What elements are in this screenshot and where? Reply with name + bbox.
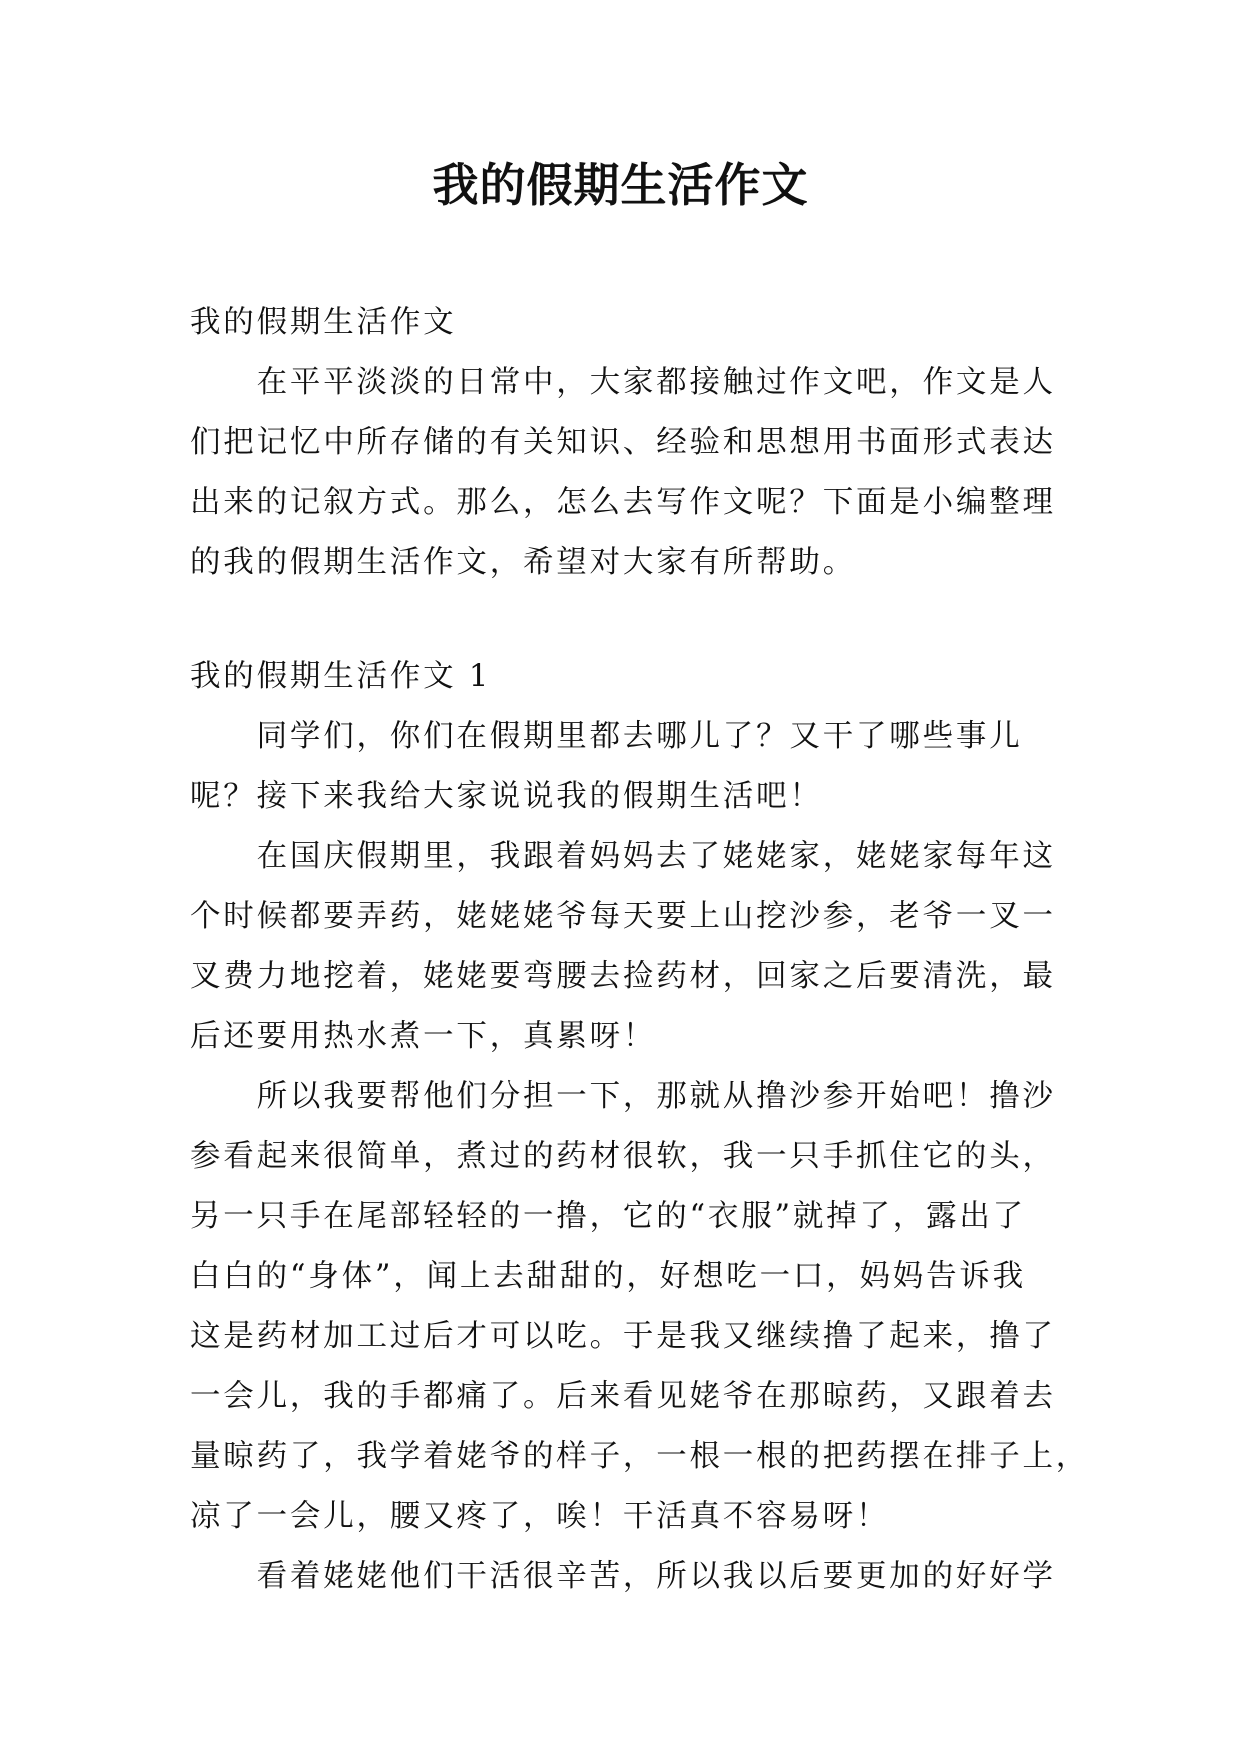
paragraph-line: 的我的假期生活作文，希望对大家有所帮助。 xyxy=(190,545,856,580)
section-spacer xyxy=(190,593,1050,647)
paragraph-line: 在平平淡淡的日常中，大家都接触过作文吧，作文是人 xyxy=(190,365,1056,400)
paragraph-line: 一会儿，我的手都痛了。后来看见姥爷在那晾药，又跟着去 xyxy=(190,1379,1056,1414)
document-title: 我的假期生活作文 xyxy=(432,158,809,212)
paragraph-line: 叉费力地挖着，姥姥要弯腰去捡药材，回家之后要清洗，最 xyxy=(190,959,1056,994)
paragraph-line: 看着姥姥他们干活很辛苦，所以我以后要更加的好好学 xyxy=(190,1559,1056,1594)
paragraph-line: 呢？接下来我给大家说说我的假期生活吧！ xyxy=(190,779,823,814)
paragraph-line: 所以我要帮他们分担一下，那就从撸沙参开始吧！撸沙 xyxy=(190,1079,1056,1114)
intro-heading: 我的假期生活作文 xyxy=(190,305,457,340)
paragraph-line: 另一只手在尾部轻轻的一撸，它的“衣服”就掉了，露出了 xyxy=(190,1199,1026,1234)
paragraph-line: 量晾药了，我学着姥爷的样子，一根一根的把药摆在排子上， xyxy=(190,1439,1090,1474)
paragraph-line: 出来的记叙方式。那么，怎么去写作文呢？下面是小编整理 xyxy=(190,485,1056,520)
essay-heading: 我的假期生活作文 1 xyxy=(190,659,492,694)
paragraph-line: 同学们，你们在假期里都去哪儿了？又干了哪些事儿 xyxy=(190,719,1023,754)
paragraph-line: 个时候都要弄药，姥姥姥爷每天要上山挖沙参，老爷一叉一 xyxy=(190,899,1056,934)
paragraph-line: 参看起来很简单，煮过的药材很软，我一只手抓住它的头， xyxy=(190,1139,1056,1174)
document-body xyxy=(190,293,1090,1607)
paragraph-line: 这是药材加工过后才可以吃。于是我又继续撸了起来，撸了 xyxy=(190,1319,1056,1354)
paragraph-line: 在国庆假期里，我跟着妈妈去了姥姥家，姥姥家每年这 xyxy=(190,839,1056,874)
paragraph-line: 们把记忆中所存储的有关知识、经验和思想用书面形式表达 xyxy=(190,425,1056,460)
paragraph-line: 白白的“身体”，闻上去甜甜的，好想吃一口，妈妈告诉我 xyxy=(190,1259,1026,1294)
paragraph-line: 凉了一会儿，腰又疼了，唉！干活真不容易呀！ xyxy=(190,1499,890,1534)
paragraph-line: 后还要用热水煮一下，真累呀！ xyxy=(190,1019,657,1054)
